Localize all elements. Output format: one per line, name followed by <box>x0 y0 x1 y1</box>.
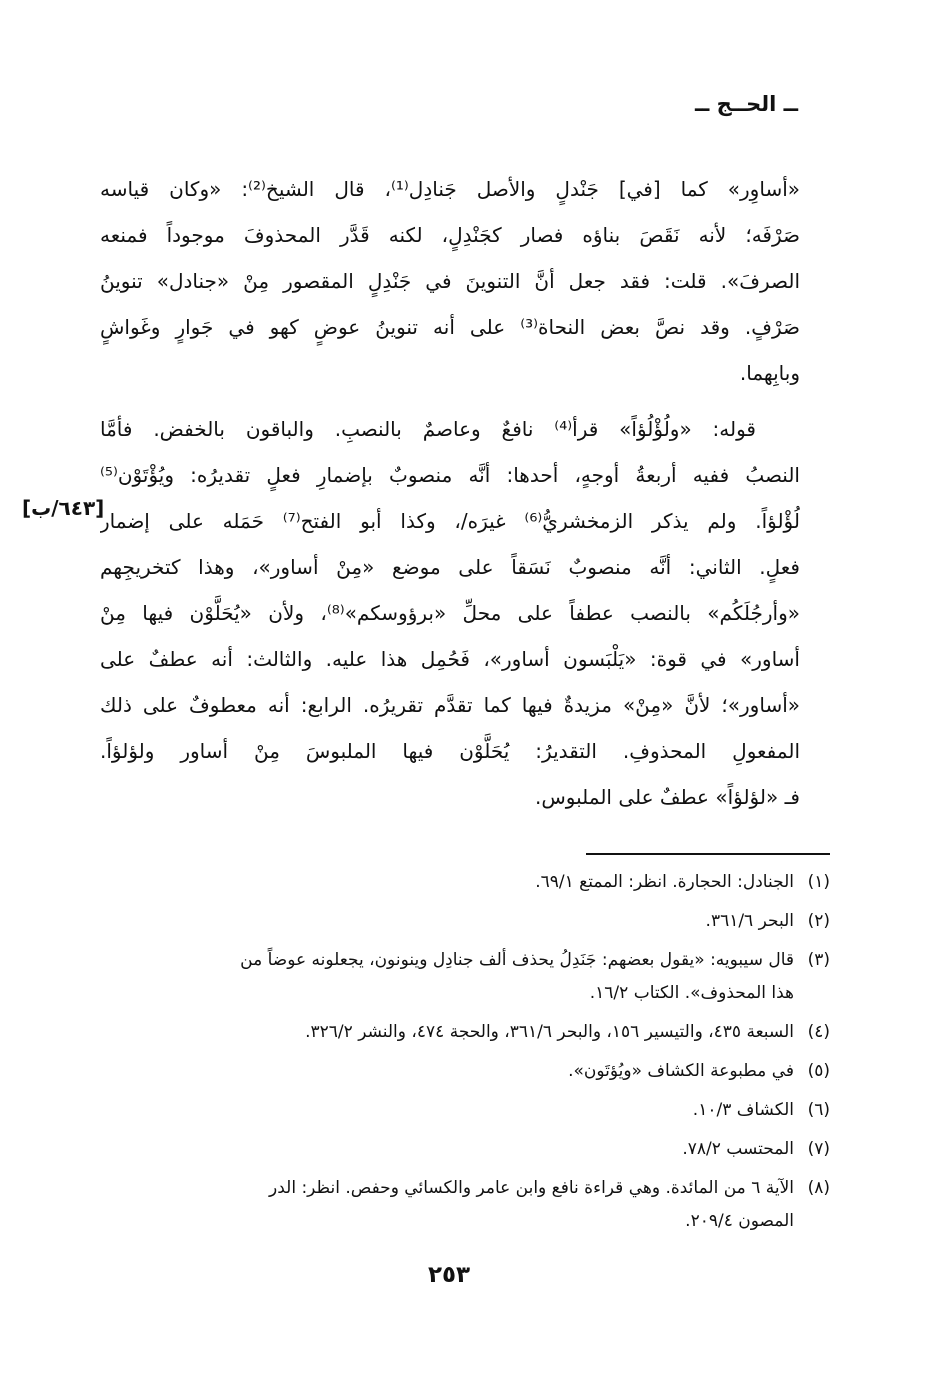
text-line: «أساوِر» كما [في] جَنْدلٍ والأصل جَنادِل⁽¹⁾، قال الشيخ⁽²⁾: «وكان قياسه <box>100 177 800 201</box>
text-line: صَرْفَه؛ لأنه نَقَصَ بناؤه فصار كجَنْدِلٍ، لكنه قَدَّر المحذوفَ موجوداً فمنعه <box>100 223 800 247</box>
footnote <box>102 944 830 1010</box>
footnote <box>102 1172 830 1238</box>
paragraph-2 <box>100 406 800 820</box>
footnote-text: قال سيبويه: «يقول بعضهم: جَنَدِلُ يحذف ألف جنادِل وينونون، يجعلونه عوضاً من <box>240 950 794 970</box>
footnote-number: (٤) <box>807 1022 830 1042</box>
footnote <box>102 1016 830 1049</box>
main-text <box>100 166 800 820</box>
text-line: وبابِهما. <box>739 361 800 385</box>
text-line: قوله: «ولُؤْلُؤاً» قرأ⁽⁴⁾ نافعٌ وعاصمٌ بالنصبِ. والباقون بالخفض. فأمَّا <box>100 417 756 441</box>
footnote-number: (٥) <box>807 1061 830 1081</box>
footnote <box>102 1094 830 1127</box>
text-line: لُؤْلؤاً. ولم يذكر الزمخشريُّ⁽⁶⁾ غيرَه/، وكذا أبو الفتح⁽⁷⁾ حَمَله على إضمار <box>100 509 800 533</box>
footnote-text: في مطبوعة الكشاف «ويُؤتَون». <box>568 1061 794 1081</box>
footnotes <box>102 866 830 1244</box>
footnote-number: (٨) <box>807 1178 830 1198</box>
footnote <box>102 866 830 899</box>
page-number: ٢٥٣ <box>427 1262 471 1288</box>
footnote-number: (٦) <box>807 1100 830 1120</box>
text-line: أساور» في قوة: «يَلْبَسون أساور»، فَحُمِل هذا عليه. والثالث: أنه عطفٌ على <box>100 647 800 671</box>
text-line: فعلٍ. الثاني: أنَّه منصوبٌ نَسَقاً على موضع «مِنْ أساور»، وهذا كتخريجِهم <box>100 555 800 579</box>
text-line: فـ «لؤلؤاً» عطفٌ على الملبوس. <box>535 785 800 809</box>
footnote-text: الجنادل: الحجارة. انظر: الممتع ٦٩/١. <box>535 872 794 892</box>
manuscript-folio-reference: [٦٤٣/ب] <box>22 496 105 520</box>
footnote-text: الكشاف ١٠/٣. <box>692 1100 794 1120</box>
text-line: النصبُ ففيه أربعةُ أوجهٍ، أحدها: أنَّه منصوبٌ بإضمارِ فعلٍ تقديرُه: ويُؤْتَوْن⁽⁵⁾ <box>100 463 800 487</box>
footnote-text: المصون ٢٠٩/٤. <box>685 1211 794 1231</box>
footnote-text: البحر ٣٦١/٦. <box>705 911 794 931</box>
text-line: المفعولِ المحذوفِ. التقديرُ: يُحَلَّوْن فيها الملبوسَ مِنْ أساور ولؤلؤاً. <box>100 739 800 763</box>
footnote <box>102 1133 830 1166</box>
text-line: الصرفَ». قلت: فقد جعل أنَّ التنوينَ في جَنْدِلٍ المقصور مِنْ «جنادل» تنوينُ <box>100 269 800 293</box>
footnote-number: (٣) <box>807 950 830 970</box>
running-head: ــ الحــج ــ <box>694 92 798 116</box>
footnote-number: (٢) <box>807 911 830 931</box>
footnote-text: الآية ٦ من المائدة. وهي قراءة نافع وابن عامر والكسائي وحفص. انظر: الدر <box>269 1178 794 1198</box>
footnote-separator <box>586 853 830 855</box>
footnote <box>102 1055 830 1088</box>
paragraph-1 <box>100 166 800 396</box>
footnote-number: (٧) <box>807 1139 830 1159</box>
text-line: صَرْفٍ. وقد نصَّ بعض النحاة⁽³⁾ على أنه تنوينُ عوضٍ كهو في جَوارٍ وغَواشٍ <box>100 315 800 339</box>
text-line: «أساور»؛ لأنَّ «مِنْ» مزيدةٌ فيها كما تقدَّم تقريرُه. الرابع: أنه معطوفٌ على ذلك <box>100 693 800 717</box>
footnote-number: (١) <box>807 872 830 892</box>
footnote <box>102 905 830 938</box>
footnote-text: المحتسب ٧٨/٢. <box>682 1139 794 1159</box>
footnote-text: هذا المحذوف». الكتاب ١٦/٢. <box>589 983 794 1003</box>
text-line: «وأرجُلَكُم» بالنصب عطفاً على محلِّ «برؤوسكم»⁽⁸⁾، ولأن «يُحَلَّوْن فيها مِنْ <box>100 601 800 625</box>
footnote-text: السبعة ٤٣٥، والتيسير ١٥٦، والبحر ٣٦١/٦، والحجة ٤٧٤، والنشر ٣٢٦/٢. <box>305 1022 794 1042</box>
